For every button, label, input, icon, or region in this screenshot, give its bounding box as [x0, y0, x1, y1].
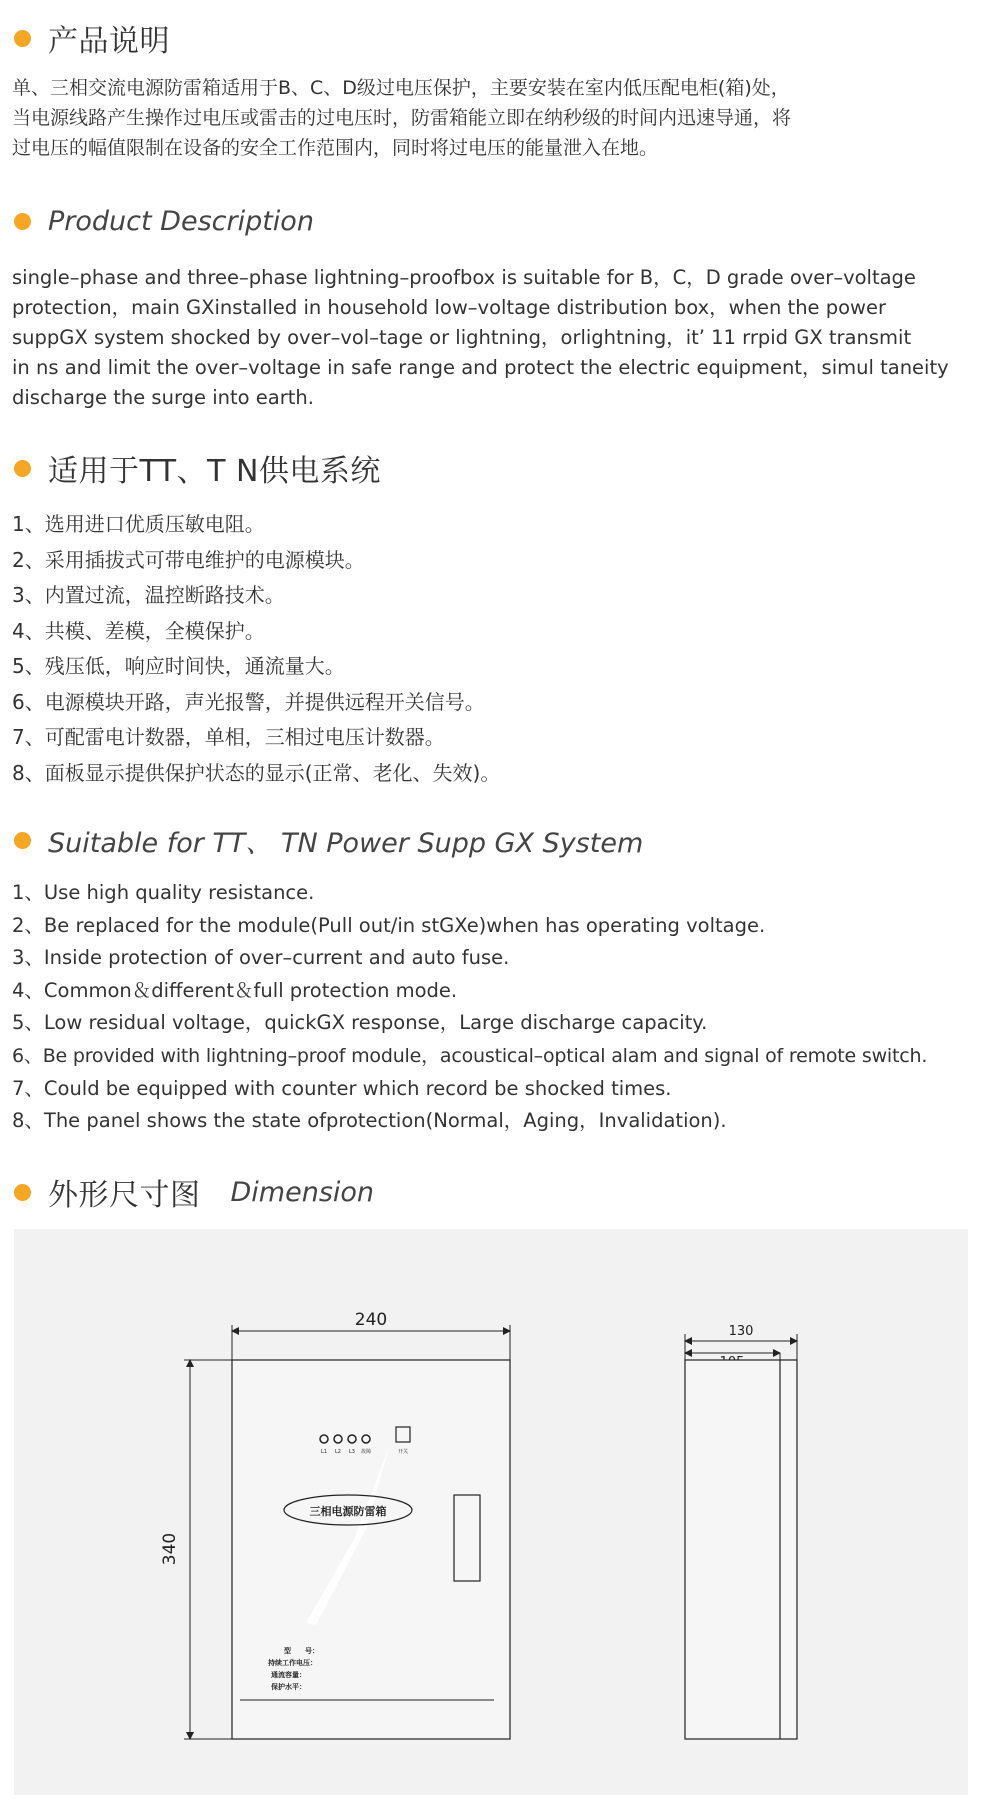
title-text: 外形尺寸图	[48, 1178, 201, 1213]
title-text: Suitable for TT、 TN Power Supp GX System	[48, 828, 644, 859]
bullet-dot-icon	[14, 213, 31, 230]
list-item: 3、Inside protection of over–current and auto fuse.	[12, 946, 510, 970]
list-item: 8、The panel shows the state ofprotection(Normal，Aging，Invalidation).	[12, 1109, 727, 1133]
bullet-dot-icon	[14, 460, 31, 477]
bullet-dot-icon	[14, 30, 31, 47]
height-label: 340	[160, 1532, 180, 1566]
list-item: 1、Use high quality resistance.	[12, 881, 315, 904]
spec-line: 型 号：	[284, 1647, 319, 1655]
paragraph-line: 过电压的幅值限制在设备的安全工作范围内，同时将过电压的能量泄入在地。	[12, 137, 659, 159]
section-title-description-cn	[14, 16, 170, 60]
section-title-features-en	[14, 821, 643, 860]
list-item: 3、内置过流，温控断路技术。	[12, 583, 285, 607]
list-item: 4、共模、差模，全模保护。	[12, 618, 265, 643]
spec-line: 保护水平：	[271, 1683, 306, 1691]
section-title-description-en	[14, 206, 314, 237]
paragraph-line: protection，main GXinstalled in household low–voltage distribution box，when the power	[12, 296, 887, 319]
list-item: 5、Low residual voltage，quickGX response，Large discharge capacity.	[12, 1011, 708, 1035]
list-item: 6、电源模块开路，声光报警，并提供远程开关信号。	[12, 689, 485, 714]
indicator-label: L2	[335, 1449, 341, 1455]
switch-label: 开关	[397, 1449, 409, 1455]
list-item: 8、面板显示提供保护状态的显示(正常、老化、失效)。	[12, 760, 501, 785]
list-item: 5、残压低，响应时间快，通流量大。	[12, 654, 345, 678]
title-text-en: Dimension	[230, 1176, 375, 1208]
list-item: 7、Could be equipped with counter which record be shocked times.	[12, 1076, 672, 1100]
title-text: 产品说明	[48, 24, 170, 59]
spec-line: 通流容量：	[271, 1671, 306, 1679]
paragraph-line: suppGX system shocked by over–vol–tage or lightning，orlightning，it’ 11 rrpid GX transmit	[12, 326, 912, 349]
list-item: 4、Common＆different＆full protection mode.	[12, 978, 458, 1002]
features-en-list	[12, 877, 927, 1138]
features-cn-list	[12, 507, 500, 791]
indicator-label: L1	[321, 1449, 327, 1455]
section-title-features-cn	[14, 446, 381, 490]
paragraph-line: 单、三相交流电源防雷箱适用于B、C、D级过电压保护，主要安装在室内低压配电柜(箱)处，	[12, 77, 790, 99]
list-item: 1、选用进口优质压敏电阻。	[12, 512, 265, 536]
description-cn-paragraph	[12, 73, 987, 163]
bullet-dot-icon	[14, 1184, 31, 1201]
spec-line: 持续工作电压：	[268, 1659, 317, 1667]
paragraph-line: in ns and limit the over–voltage in safe range and protect the electric equipment，simul taneity	[12, 356, 949, 379]
paragraph-line: 当电源线路产生操作过电压或雷击的过电压时，防雷箱能立即在纳秒级的时间内迅速导通，将	[12, 107, 792, 129]
paragraph-line: discharge the surge into earth.	[12, 386, 314, 409]
bullet-dot-icon	[14, 832, 31, 849]
depth-label: 130	[728, 1324, 754, 1339]
title-text: 适用于TT、T N供电系统	[48, 454, 381, 489]
indicator-label: L3	[349, 1449, 355, 1455]
nameplate-text: 三相电源防雷箱	[309, 1505, 387, 1518]
width-label: 240	[354, 1310, 388, 1330]
list-item: 2、Be replaced for the module(Pull out/in stGXe)when has operating voltage.	[12, 913, 766, 937]
section-title-dimension	[14, 1170, 374, 1214]
dimension-drawing	[14, 1229, 968, 1795]
indicator-label: 故障	[360, 1449, 372, 1455]
title-text: Product Description	[48, 206, 314, 237]
list-item: 7、可配雷电计数器，单相，三相过电压计数器。	[12, 725, 445, 749]
list-item: 6、Be provided with lightning–proof module，acoustical–optical alam and signal of remote switch.	[12, 1044, 928, 1067]
dimension-drawing-panel	[14, 1229, 968, 1795]
list-item: 2、采用插拔式可带电维护的电源模块。	[12, 547, 365, 572]
paragraph-line: single–phase and three–phase lightning–proofbox is suitable for B，C，D grade over–voltage	[12, 266, 916, 289]
description-en-paragraph	[12, 263, 987, 413]
